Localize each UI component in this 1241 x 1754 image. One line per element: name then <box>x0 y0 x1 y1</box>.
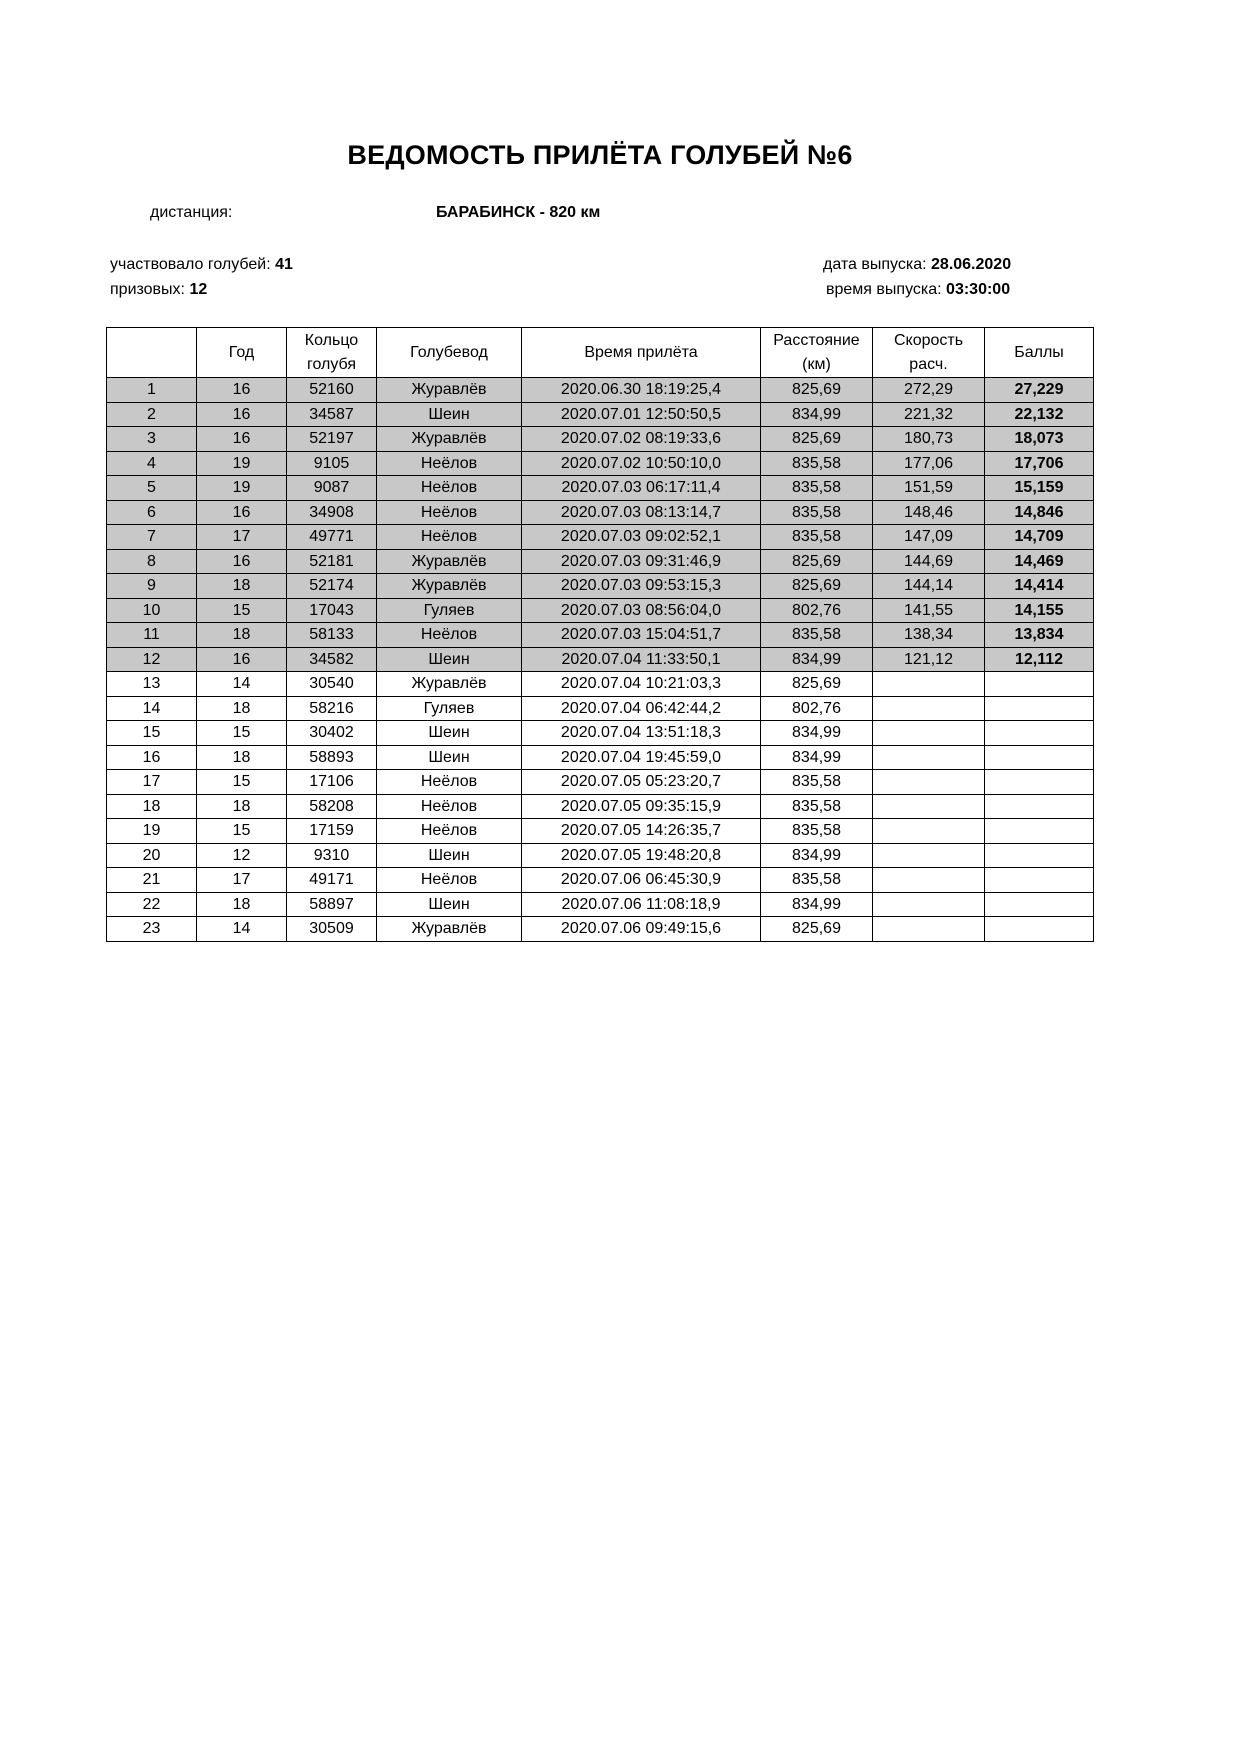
cell-arrival-time: 2020.07.02 10:50:10,0 <box>522 451 761 476</box>
cell-arrival-time: 2020.07.05 05:23:20,7 <box>522 770 761 795</box>
table-row <box>107 843 1094 868</box>
cell-distance: 835,58 <box>761 500 873 525</box>
cell-place: 10 <box>107 598 197 623</box>
cell-arrival-time: 2020.07.05 19:48:20,8 <box>522 843 761 868</box>
table-row <box>107 892 1094 917</box>
release-date-label: дата выпуска: <box>823 256 927 273</box>
cell-year: 19 <box>197 451 287 476</box>
cell-ring: 30540 <box>287 672 377 697</box>
cell-speed <box>873 770 985 795</box>
table-row <box>107 574 1094 599</box>
cell-speed <box>873 917 985 942</box>
cell-arrival-time: 2020.07.06 06:45:30,9 <box>522 868 761 893</box>
cell-ring: 34582 <box>287 647 377 672</box>
cell-arrival-time: 2020.06.30 18:19:25,4 <box>522 378 761 403</box>
cell-place: 1 <box>107 378 197 403</box>
cell-score: 14,469 <box>985 549 1094 574</box>
column-header-score: Баллы <box>985 328 1094 378</box>
cell-distance: 835,58 <box>761 525 873 550</box>
cell-breeder: Журавлёв <box>377 549 522 574</box>
cell-speed: 177,06 <box>873 451 985 476</box>
table-row <box>107 794 1094 819</box>
cell-place: 13 <box>107 672 197 697</box>
cell-year: 17 <box>197 525 287 550</box>
cell-score: 14,846 <box>985 500 1094 525</box>
cell-breeder: Шеин <box>377 745 522 770</box>
cell-ring: 17106 <box>287 770 377 795</box>
cell-place: 20 <box>107 843 197 868</box>
table-row <box>107 378 1094 403</box>
table-row <box>107 623 1094 648</box>
cell-speed <box>873 672 985 697</box>
column-header-ring: Кольцо голубя <box>287 328 377 378</box>
cell-ring: 9087 <box>287 476 377 501</box>
cell-place: 7 <box>107 525 197 550</box>
cell-breeder: Неёлов <box>377 500 522 525</box>
cell-score: 12,112 <box>985 647 1094 672</box>
participated-count <box>110 256 293 274</box>
cell-year: 14 <box>197 917 287 942</box>
cell-breeder: Журавлёв <box>377 672 522 697</box>
cell-speed: 144,69 <box>873 549 985 574</box>
cell-distance: 834,99 <box>761 721 873 746</box>
cell-ring: 52174 <box>287 574 377 599</box>
cell-distance: 835,58 <box>761 451 873 476</box>
table-row <box>107 549 1094 574</box>
cell-arrival-time: 2020.07.03 09:31:46,9 <box>522 549 761 574</box>
cell-distance: 835,58 <box>761 623 873 648</box>
cell-score <box>985 721 1094 746</box>
cell-breeder: Неёлов <box>377 525 522 550</box>
cell-arrival-time: 2020.07.03 08:56:04,0 <box>522 598 761 623</box>
cell-score <box>985 672 1094 697</box>
column-header-breeder: Голубевод <box>377 328 522 378</box>
cell-breeder: Неёлов <box>377 476 522 501</box>
cell-score <box>985 745 1094 770</box>
cell-year: 16 <box>197 647 287 672</box>
cell-ring: 52160 <box>287 378 377 403</box>
cell-speed: 147,09 <box>873 525 985 550</box>
cell-year: 18 <box>197 892 287 917</box>
cell-arrival-time: 2020.07.06 11:08:18,9 <box>522 892 761 917</box>
cell-speed <box>873 843 985 868</box>
cell-year: 16 <box>197 549 287 574</box>
table-row <box>107 427 1094 452</box>
cell-breeder: Неёлов <box>377 868 522 893</box>
distance-value: БАРАБИНСК - 820 км <box>436 204 601 221</box>
release-date <box>823 256 1011 274</box>
cell-place: 9 <box>107 574 197 599</box>
release-time <box>826 281 1010 299</box>
cell-breeder: Неёлов <box>377 794 522 819</box>
cell-score: 13,834 <box>985 623 1094 648</box>
cell-year: 18 <box>197 696 287 721</box>
cell-score <box>985 819 1094 844</box>
cell-year: 16 <box>197 402 287 427</box>
table-row <box>107 451 1094 476</box>
cell-breeder: Шеин <box>377 402 522 427</box>
column-header-year: Год <box>197 328 287 378</box>
column-header-arrival-time: Время прилёта <box>522 328 761 378</box>
table-header-row <box>107 328 1094 378</box>
cell-speed: 148,46 <box>873 500 985 525</box>
cell-arrival-time: 2020.07.03 09:02:52,1 <box>522 525 761 550</box>
cell-arrival-time: 2020.07.03 08:13:14,7 <box>522 500 761 525</box>
cell-ring: 17159 <box>287 819 377 844</box>
cell-year: 18 <box>197 574 287 599</box>
cell-breeder: Неёлов <box>377 770 522 795</box>
cell-arrival-time: 2020.07.06 09:49:15,6 <box>522 917 761 942</box>
cell-score: 14,414 <box>985 574 1094 599</box>
cell-speed <box>873 868 985 893</box>
cell-score: 18,073 <box>985 427 1094 452</box>
cell-distance: 835,58 <box>761 819 873 844</box>
cell-year: 15 <box>197 770 287 795</box>
page-title: ВЕДОМОСТЬ ПРИЛЁТА ГОЛУБЕЙ №6 <box>347 140 853 170</box>
table-row <box>107 819 1094 844</box>
prize-label: призовых: <box>110 281 185 298</box>
cell-breeder: Журавлёв <box>377 917 522 942</box>
cell-place: 4 <box>107 451 197 476</box>
cell-speed: 141,55 <box>873 598 985 623</box>
prize-count <box>110 281 207 299</box>
cell-speed: 180,73 <box>873 427 985 452</box>
cell-year: 16 <box>197 378 287 403</box>
cell-place: 3 <box>107 427 197 452</box>
cell-speed <box>873 819 985 844</box>
release-time-value: 03:30:00 <box>946 281 1011 298</box>
table-row <box>107 598 1094 623</box>
cell-ring: 52181 <box>287 549 377 574</box>
cell-score: 14,155 <box>985 598 1094 623</box>
table-row <box>107 696 1094 721</box>
cell-ring: 9105 <box>287 451 377 476</box>
cell-ring: 17043 <box>287 598 377 623</box>
cell-distance: 834,99 <box>761 647 873 672</box>
table-row <box>107 525 1094 550</box>
cell-ring: 30402 <box>287 721 377 746</box>
cell-year: 18 <box>197 623 287 648</box>
table-row <box>107 402 1094 427</box>
cell-place: 23 <box>107 917 197 942</box>
cell-breeder: Журавлёв <box>377 574 522 599</box>
participated-label: участвовало голубей: <box>110 256 271 273</box>
cell-ring: 58133 <box>287 623 377 648</box>
cell-place: 14 <box>107 696 197 721</box>
column-header-place <box>107 328 197 378</box>
cell-place: 11 <box>107 623 197 648</box>
cell-score: 22,132 <box>985 402 1094 427</box>
cell-distance: 825,69 <box>761 378 873 403</box>
prize-value: 12 <box>189 281 208 298</box>
cell-ring: 30509 <box>287 917 377 942</box>
column-header-speed: Скорость расч. <box>873 328 985 378</box>
cell-arrival-time: 2020.07.04 10:21:03,3 <box>522 672 761 697</box>
cell-arrival-time: 2020.07.04 11:33:50,1 <box>522 647 761 672</box>
cell-speed <box>873 745 985 770</box>
results-table <box>106 327 1094 942</box>
cell-place: 16 <box>107 745 197 770</box>
cell-score <box>985 770 1094 795</box>
cell-year: 17 <box>197 868 287 893</box>
cell-year: 12 <box>197 843 287 868</box>
cell-breeder: Журавлёв <box>377 427 522 452</box>
cell-score <box>985 843 1094 868</box>
distance-label: дистанция: <box>150 204 233 221</box>
cell-place: 6 <box>107 500 197 525</box>
cell-breeder: Неёлов <box>377 819 522 844</box>
cell-speed: 144,14 <box>873 574 985 599</box>
cell-score <box>985 917 1094 942</box>
cell-speed: 221,32 <box>873 402 985 427</box>
cell-ring: 34587 <box>287 402 377 427</box>
cell-speed: 138,34 <box>873 623 985 648</box>
release-time-label: время выпуска: <box>826 281 942 298</box>
cell-place: 18 <box>107 794 197 819</box>
cell-ring: 58893 <box>287 745 377 770</box>
cell-breeder: Неёлов <box>377 623 522 648</box>
table-row <box>107 672 1094 697</box>
cell-score: 14,709 <box>985 525 1094 550</box>
cell-breeder: Журавлёв <box>377 378 522 403</box>
cell-year: 18 <box>197 745 287 770</box>
cell-score <box>985 696 1094 721</box>
cell-ring: 58208 <box>287 794 377 819</box>
cell-place: 15 <box>107 721 197 746</box>
cell-distance: 834,99 <box>761 892 873 917</box>
table-row <box>107 721 1094 746</box>
cell-arrival-time: 2020.07.04 13:51:18,3 <box>522 721 761 746</box>
cell-distance: 834,99 <box>761 843 873 868</box>
cell-distance: 825,69 <box>761 549 873 574</box>
cell-distance: 835,58 <box>761 770 873 795</box>
cell-distance: 825,69 <box>761 574 873 599</box>
cell-year: 19 <box>197 476 287 501</box>
cell-distance: 825,69 <box>761 672 873 697</box>
cell-year: 15 <box>197 598 287 623</box>
cell-breeder: Шеин <box>377 721 522 746</box>
cell-breeder: Шеин <box>377 647 522 672</box>
cell-speed <box>873 794 985 819</box>
cell-ring: 58897 <box>287 892 377 917</box>
cell-distance: 802,76 <box>761 696 873 721</box>
cell-breeder: Неёлов <box>377 451 522 476</box>
table-row <box>107 647 1094 672</box>
release-date-value: 28.06.2020 <box>931 256 1012 273</box>
cell-distance: 825,69 <box>761 917 873 942</box>
table-row <box>107 770 1094 795</box>
cell-ring: 9310 <box>287 843 377 868</box>
cell-place: 5 <box>107 476 197 501</box>
cell-distance: 825,69 <box>761 427 873 452</box>
cell-arrival-time: 2020.07.03 15:04:51,7 <box>522 623 761 648</box>
cell-breeder: Шеин <box>377 843 522 868</box>
column-header-distance: Расстояние (км) <box>761 328 873 378</box>
cell-speed: 121,12 <box>873 647 985 672</box>
cell-arrival-time: 2020.07.01 12:50:50,5 <box>522 402 761 427</box>
cell-arrival-time: 2020.07.03 09:53:15,3 <box>522 574 761 599</box>
cell-arrival-time: 2020.07.05 09:35:15,9 <box>522 794 761 819</box>
cell-ring: 49771 <box>287 525 377 550</box>
cell-distance: 835,58 <box>761 476 873 501</box>
cell-speed <box>873 721 985 746</box>
cell-score: 17,706 <box>985 451 1094 476</box>
results-body <box>107 378 1094 942</box>
cell-distance: 834,99 <box>761 402 873 427</box>
cell-distance: 834,99 <box>761 745 873 770</box>
cell-score <box>985 794 1094 819</box>
cell-score: 27,229 <box>985 378 1094 403</box>
cell-ring: 58216 <box>287 696 377 721</box>
cell-breeder: Гуляев <box>377 598 522 623</box>
cell-place: 2 <box>107 402 197 427</box>
cell-speed <box>873 892 985 917</box>
cell-distance: 835,58 <box>761 868 873 893</box>
cell-breeder: Шеин <box>377 892 522 917</box>
table-row <box>107 917 1094 942</box>
cell-place: 8 <box>107 549 197 574</box>
cell-year: 15 <box>197 721 287 746</box>
cell-arrival-time: 2020.07.04 06:42:44,2 <box>522 696 761 721</box>
cell-year: 15 <box>197 819 287 844</box>
cell-place: 19 <box>107 819 197 844</box>
table-row <box>107 476 1094 501</box>
cell-place: 22 <box>107 892 197 917</box>
cell-arrival-time: 2020.07.02 08:19:33,6 <box>522 427 761 452</box>
cell-arrival-time: 2020.07.05 14:26:35,7 <box>522 819 761 844</box>
cell-ring: 52197 <box>287 427 377 452</box>
cell-place: 21 <box>107 868 197 893</box>
cell-ring: 34908 <box>287 500 377 525</box>
table-row <box>107 745 1094 770</box>
cell-place: 17 <box>107 770 197 795</box>
cell-year: 14 <box>197 672 287 697</box>
table-row <box>107 500 1094 525</box>
cell-score <box>985 868 1094 893</box>
table-row <box>107 868 1094 893</box>
cell-distance: 802,76 <box>761 598 873 623</box>
cell-arrival-time: 2020.07.04 19:45:59,0 <box>522 745 761 770</box>
cell-year: 16 <box>197 500 287 525</box>
participated-value: 41 <box>275 256 293 273</box>
cell-place: 12 <box>107 647 197 672</box>
cell-arrival-time: 2020.07.03 06:17:11,4 <box>522 476 761 501</box>
cell-breeder: Гуляев <box>377 696 522 721</box>
cell-speed: 151,59 <box>873 476 985 501</box>
cell-score: 15,159 <box>985 476 1094 501</box>
cell-year: 18 <box>197 794 287 819</box>
cell-ring: 49171 <box>287 868 377 893</box>
cell-distance: 835,58 <box>761 794 873 819</box>
cell-speed: 272,29 <box>873 378 985 403</box>
cell-speed <box>873 696 985 721</box>
cell-year: 16 <box>197 427 287 452</box>
cell-score <box>985 892 1094 917</box>
